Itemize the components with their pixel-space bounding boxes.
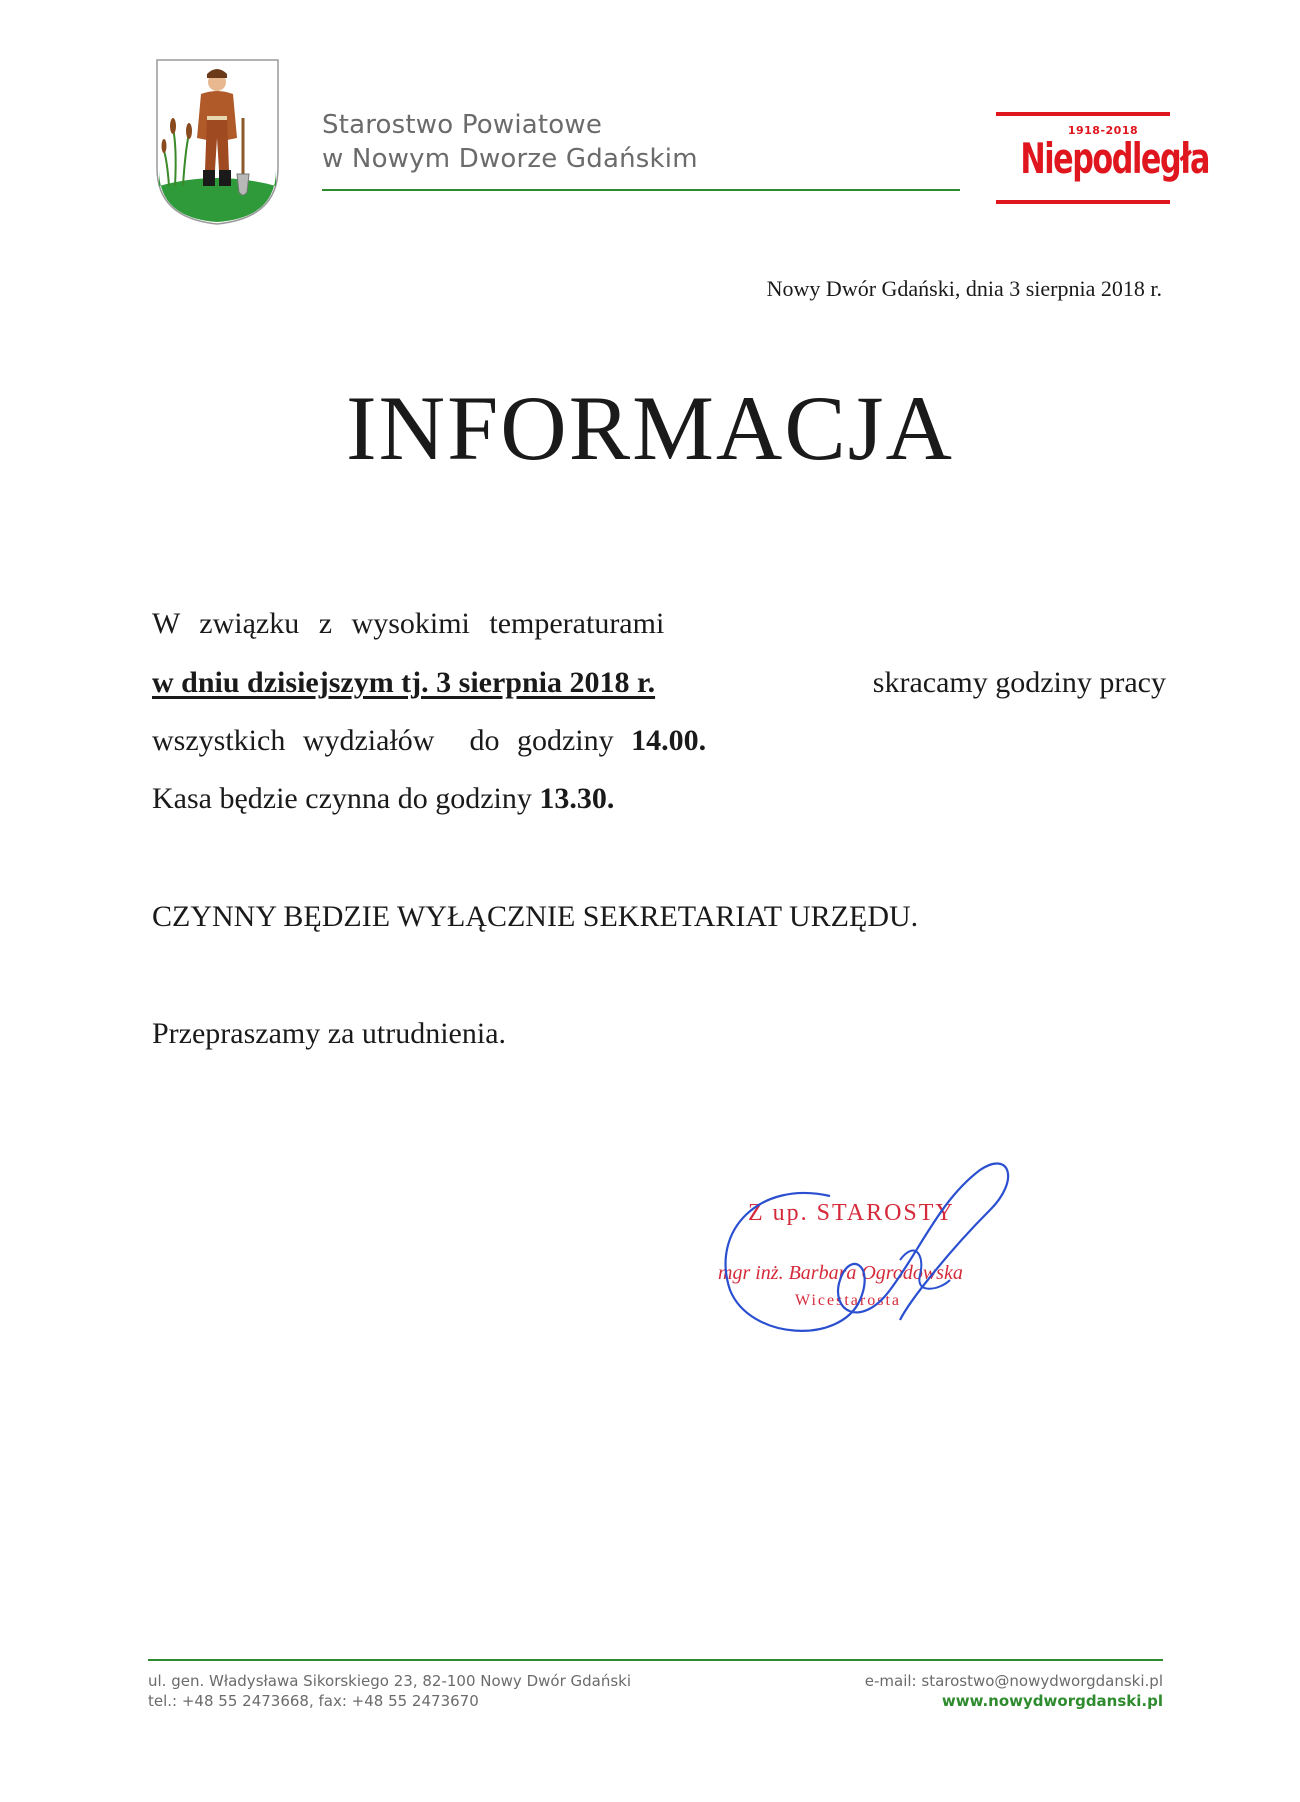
paragraph-1: W związku z wysokimi temperaturami: [152, 607, 665, 640]
paragraph-4: [152, 782, 614, 816]
footer-address-block: [148, 1671, 631, 1711]
paragraph-2: [152, 666, 1166, 700]
org-name-line2: w Nowym Dworze Gdańskim: [322, 144, 698, 174]
stamp-line-1: Z up. STAROSTY: [748, 1200, 955, 1226]
logo-word: Niepodległa: [1020, 134, 1209, 183]
footer-email[interactable]: e-mail: starostwo@nowydworgdanski.pl: [864, 1672, 1163, 1690]
footer-phone: tel.: +48 55 2473668, fax: +48 55 2473670: [148, 1692, 479, 1710]
paragraph-3: [152, 724, 706, 758]
logo-top-bar: [996, 112, 1170, 116]
paragraph-5: CZYNNY BĘDZIE WYŁĄCZNIE SEKRETARIAT URZĘDU.: [152, 900, 919, 933]
coat-of-arms-icon: [155, 58, 280, 226]
header-divider: [322, 189, 960, 191]
document-title: INFORMACJA: [346, 377, 954, 479]
paragraph-2-rest: skracamy godziny pracy: [872, 666, 1166, 699]
date-line: Nowy Dwór Gdański, dnia 3 sierpnia 2018 r.: [766, 276, 1162, 301]
closing-hour: 14.00.: [631, 724, 707, 757]
niepodlegla-logo: [996, 112, 1209, 204]
paragraph-4-text: Kasa będzie czynna do godziny: [152, 782, 532, 815]
paragraph-6: Przepraszamy za utrudnienia.: [152, 1017, 507, 1050]
footer-website-link[interactable]: www.nowydworgdanski.pl: [941, 1692, 1163, 1710]
handwritten-signature: [700, 1140, 1030, 1340]
organization-name: [322, 108, 698, 176]
highlighted-date-text: w dniu dzisiejszym tj. 3 sierpnia 2018 r.: [152, 666, 656, 699]
cashier-closing-hour: 13.30.: [539, 782, 615, 815]
paragraph-3-text: wszystkich wydziałów do godziny: [152, 724, 614, 757]
stamp-line-3: Wicestarosta: [795, 1292, 901, 1309]
footer-contact-block: [865, 1671, 1163, 1711]
logo-bottom-bar: [996, 200, 1170, 204]
stamp-line-2: mgr inż. Barbara Ogrodowska: [718, 1262, 963, 1284]
org-name-line1: Starostwo Powiatowe: [322, 110, 603, 140]
logo-years: 1918-2018: [1067, 124, 1139, 137]
footer-divider: [148, 1659, 1163, 1661]
footer-address: ul. gen. Władysława Sikorskiego 23, 82-100 Nowy Dwór Gdański: [148, 1672, 632, 1690]
